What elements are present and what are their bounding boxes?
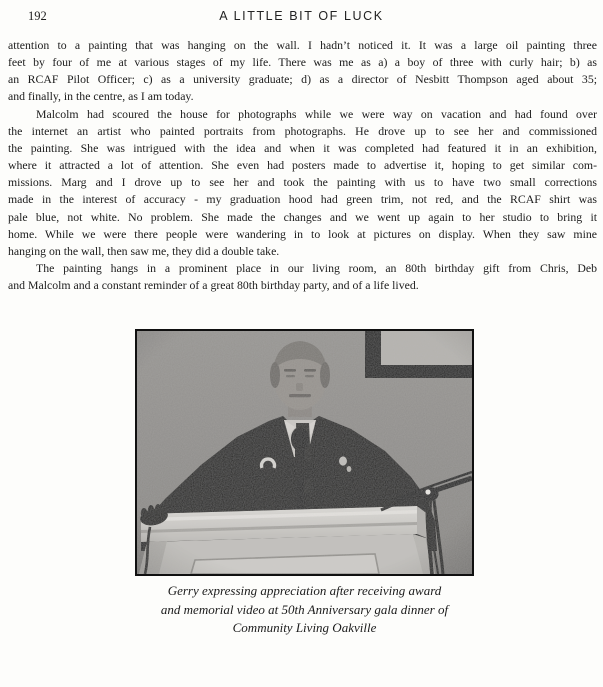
text-line: feet by four of me at various stages of my life. There was me as a) a boy of three with curly hair; b) as [8, 55, 597, 70]
body-text [8, 37, 597, 294]
text-line: Malcolm had scoured the house for photographs while we were way on vacation and had found over [36, 106, 597, 121]
photo-gerry-at-podium [135, 329, 474, 576]
running-title: A LITTLE BIT OF LUCK [219, 9, 384, 23]
text-line: attention to a painting that was hanging on the wall. I hadn’t noticed it. It was a large oil painting three [8, 38, 597, 52]
text-line: The painting hangs in a prominent place in our living room, an 80th birthday gift from Chris, Deb [36, 261, 597, 276]
photo-figure [135, 329, 474, 635]
photo-caption [65, 582, 545, 638]
text-line: where it attracted a lot of attention. She even had posters made to advertise it, hoping to get similar com- [8, 158, 597, 173]
caption-line: Gerry expressing appreciation after receiving award [167, 583, 442, 598]
caption-line: and memorial video at 50th Anniversary gala dinner of [160, 601, 449, 617]
text-line: made in the interest of accuracy - my graduation hood had green trim, not red, and the RCAF shirt was [8, 192, 597, 207]
caption-line: Community Living Oakville [232, 620, 377, 635]
text-line: missions. Marg and I drove up to see her and took the painting with us to have two small corrections [8, 175, 597, 190]
text-line: an RCAF Pilot Officer; c) as a university graduate; d) as a director of Nesbitt Thompson aged about 35; [8, 72, 597, 87]
text-line: pale blue, not white. No problem. She made the changes and we went up again to her studio to bring it [8, 209, 597, 224]
text-line: the painting. She was intrigued with the idea and when it was completed had featured it in an exhibition, [8, 140, 597, 155]
page-number: 192 [28, 9, 47, 23]
running-head [0, 9, 603, 25]
text-line: hanging on the wall, then saw me, they did a double take. [8, 243, 280, 258]
text-line: home. While we were there people were wandering in to look at pictures on display. When they saw mine [8, 226, 597, 241]
podium-speech-photo-illustration [137, 331, 472, 574]
text-line: the internet an artist who painted portraits from photographs. He drove up to see her and commissioned [8, 123, 597, 138]
text-line: and Malcolm and a constant reminder of a great 80th birthday party, and of a life lived. [8, 278, 419, 293]
text-line: and finally, in the centre, as I am today. [8, 89, 194, 104]
